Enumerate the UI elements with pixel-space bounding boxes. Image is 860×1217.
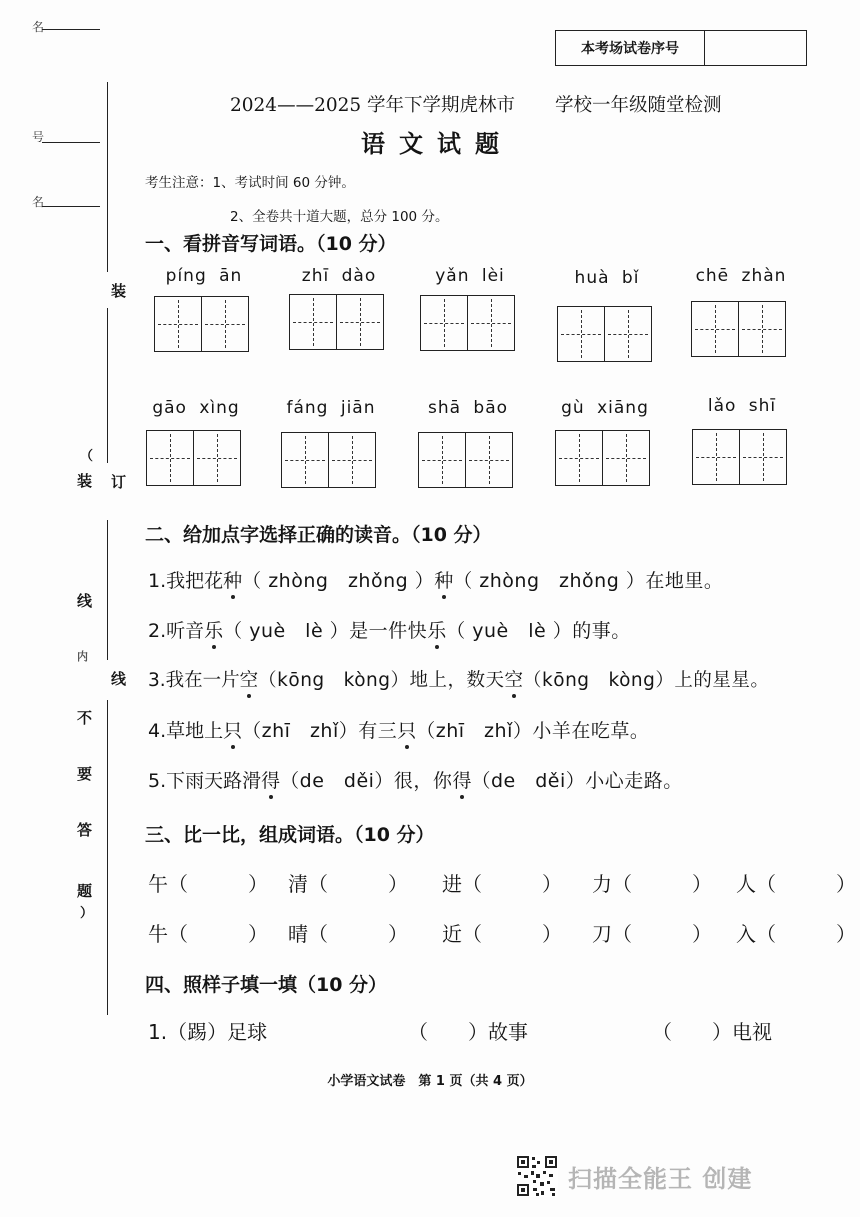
section2-title: 二、给加点字选择正确的读音。（10 分） — [145, 524, 492, 546]
writing-cell[interactable] — [420, 295, 468, 351]
exam-header-line — [230, 91, 722, 117]
pinyin-group — [281, 398, 381, 488]
writing-cell[interactable] — [692, 429, 740, 485]
watermark-text: 扫描全能王 创建 — [568, 1164, 753, 1193]
writing-cell[interactable] — [328, 432, 376, 488]
writing-cell[interactable] — [739, 429, 787, 485]
note-char-da: 答 — [77, 821, 93, 839]
seat-number-field[interactable] — [705, 31, 806, 65]
pinyin-group — [420, 266, 520, 351]
section3-title: 三、比一比，组成词语。（10 分） — [145, 824, 435, 846]
compare-char: 晴 — [288, 922, 308, 946]
q4-dotted-char-2: 只 — [397, 716, 416, 743]
writing-cell[interactable] — [555, 430, 603, 486]
binding-zhuang: 装 — [111, 282, 127, 300]
fill-blank-tv[interactable]: （ ）电视 — [652, 1020, 772, 1044]
writing-cell[interactable] — [467, 295, 515, 351]
exam-year-city: 2024——2025 学年下学期虎林市 — [230, 95, 516, 116]
writing-cell[interactable] — [154, 296, 202, 352]
writing-cell[interactable] — [201, 296, 249, 352]
binding-line-1 — [107, 82, 108, 272]
compare-char: 人 — [736, 872, 756, 896]
q5-choice-2[interactable]: （de děi）小心走路。 — [471, 770, 683, 792]
pinyin-group — [289, 266, 389, 350]
q4-dotted-char-1: 只 — [223, 716, 242, 743]
field-mark-name: 名 — [32, 20, 45, 34]
q5-dotted-char-1: 得 — [261, 766, 280, 793]
compare-char: 进 — [442, 872, 462, 896]
pinyin-group — [555, 398, 655, 486]
q5-choice-1[interactable]: （de děi）很，你 — [280, 770, 453, 792]
writing-cell[interactable] — [557, 306, 605, 362]
binding-line-3 — [107, 520, 108, 660]
seat-number-label: 本考场试卷序号 — [556, 31, 705, 65]
section4-title: 四、照样子填一填（10 分） — [145, 974, 388, 996]
pinyin-label: lǎo shī — [707, 396, 777, 416]
writing-cell[interactable] — [604, 306, 652, 362]
q1-choice-1[interactable]: （ zhòng zhǒng ） — [242, 570, 435, 592]
question-4 — [148, 716, 649, 743]
fill-example: 1.（踢）足球 — [148, 1020, 268, 1044]
note-char-xian: 线 — [77, 592, 93, 610]
exam-school-grade: 学校一年级随堂检测 — [555, 95, 722, 116]
pinyin-group — [146, 398, 246, 486]
q2-choice-1[interactable]: （ yuè lè ）是一件快 — [223, 620, 428, 642]
pinyin-label: gù xiāng — [561, 398, 649, 418]
qr-code-icon — [516, 1155, 558, 1197]
q2-dotted-char-2: 乐 — [427, 616, 446, 643]
note-char-ti: 题 — [77, 882, 93, 900]
note-char-nei: 内 — [77, 650, 88, 663]
note-char-yao: 要 — [77, 765, 93, 783]
compare-char: 午 — [148, 872, 168, 896]
note-char-zhuang: 装 — [77, 472, 93, 490]
q2-choice-2[interactable]: （ yuè lè ）的事。 — [446, 620, 631, 642]
writing-cell[interactable] — [336, 294, 384, 350]
exam-title: 语文试题 — [361, 130, 513, 158]
pinyin-group — [418, 398, 518, 488]
name-blank-line — [42, 29, 100, 30]
writing-cell[interactable] — [465, 432, 513, 488]
q3-text-a: 3.我在一片 — [148, 670, 240, 691]
writing-cell[interactable] — [193, 430, 241, 486]
q4-text-a: 4.草地上 — [148, 720, 224, 742]
question-2 — [148, 616, 631, 643]
q1-dotted-char-1: 种 — [223, 566, 242, 593]
scanner-watermark — [516, 1155, 752, 1197]
q1-text-a: 1.我把花 — [148, 570, 224, 592]
compare-row-1: 午（ ） 清（ ） 进（ ） 力（ ） 人（ ） — [148, 872, 856, 896]
compare-char: 清 — [288, 872, 308, 896]
binding-line-4 — [107, 700, 108, 1015]
pinyin-group — [154, 266, 254, 352]
note-open-paren: （ — [80, 449, 94, 464]
pinyin-label: píng ān — [165, 266, 243, 286]
q1-choice-2[interactable]: （ zhòng zhǒng ）在地里。 — [453, 570, 724, 592]
q3-choice-2[interactable]: （kōng kòng）上的星星。 — [523, 670, 770, 691]
name2-blank-line — [42, 206, 100, 207]
compare-char: 力 — [592, 872, 612, 896]
binding-xian: 线 — [111, 670, 127, 688]
q2-text-a: 2.听音 — [148, 620, 205, 642]
field-mark-name-2: 名 — [32, 195, 45, 209]
pinyin-group — [692, 396, 792, 485]
writing-cell[interactable] — [691, 301, 739, 357]
question-1 — [148, 566, 723, 593]
writing-cell[interactable] — [602, 430, 650, 486]
q5-text-a: 5.下雨天路滑 — [148, 770, 262, 792]
writing-cell[interactable] — [281, 432, 329, 488]
pinyin-label: fáng jiān — [286, 398, 376, 418]
pinyin-label: gāo xìng — [152, 398, 240, 418]
binding-line-2 — [107, 308, 108, 463]
q3-dotted-char-1: 空 — [240, 666, 259, 692]
section1-title: 一、看拼音写词语。（10 分） — [145, 233, 397, 255]
page-footer: 小学语文试卷 第 1 页（共 4 页） — [327, 1074, 533, 1089]
q2-dotted-char-1: 乐 — [204, 616, 223, 643]
q4-choice-1[interactable]: （zhī zhǐ）有三 — [242, 720, 398, 742]
compare-char: 入 — [736, 922, 756, 946]
note-char-bu: 不 — [77, 709, 93, 727]
q5-dotted-char-2: 得 — [452, 766, 471, 793]
compare-char: 刀 — [592, 922, 612, 946]
q3-dotted-char-2: 空 — [505, 666, 524, 692]
q1-dotted-char-2: 种 — [434, 566, 453, 593]
notice-line-2: 2、全卷共十道大题，总分 100 分。 — [230, 209, 449, 225]
pinyin-group — [691, 266, 791, 357]
compare-char: 牛 — [148, 922, 168, 946]
binding-ding: 订 — [111, 473, 127, 491]
pinyin-label: chē zhàn — [695, 266, 787, 286]
pinyin-label: zhī dào — [301, 266, 377, 286]
compare-char: 近 — [442, 922, 462, 946]
q3-choice-1[interactable]: （kōng kòng）地上，数天 — [258, 670, 505, 691]
compare-row-2: 牛（ ） 晴（ ） 近（ ） 刀（ ） 入（ ） — [148, 922, 856, 946]
writing-cell[interactable] — [418, 432, 466, 488]
question-3 — [148, 666, 769, 692]
pinyin-group — [557, 268, 657, 362]
writing-cell[interactable] — [289, 294, 337, 350]
writing-cell[interactable] — [146, 430, 194, 486]
pinyin-label: yǎn lèi — [435, 266, 505, 286]
note-close-paren: ） — [80, 906, 94, 921]
fill-blank-story[interactable]: （ ）故事 — [408, 1020, 528, 1044]
notice-line-1: 考生注意：1、考试时间 60 分钟。 — [145, 175, 355, 191]
seat-number-box — [555, 30, 807, 66]
field-mark-number: 号 — [32, 130, 45, 144]
pinyin-label: shā bāo — [427, 398, 509, 418]
writing-cell[interactable] — [738, 301, 786, 357]
question-5 — [148, 766, 683, 793]
q4-choice-2[interactable]: （zhī zhǐ）小羊在吃草。 — [416, 720, 650, 742]
pinyin-label: huà bǐ — [574, 268, 640, 288]
